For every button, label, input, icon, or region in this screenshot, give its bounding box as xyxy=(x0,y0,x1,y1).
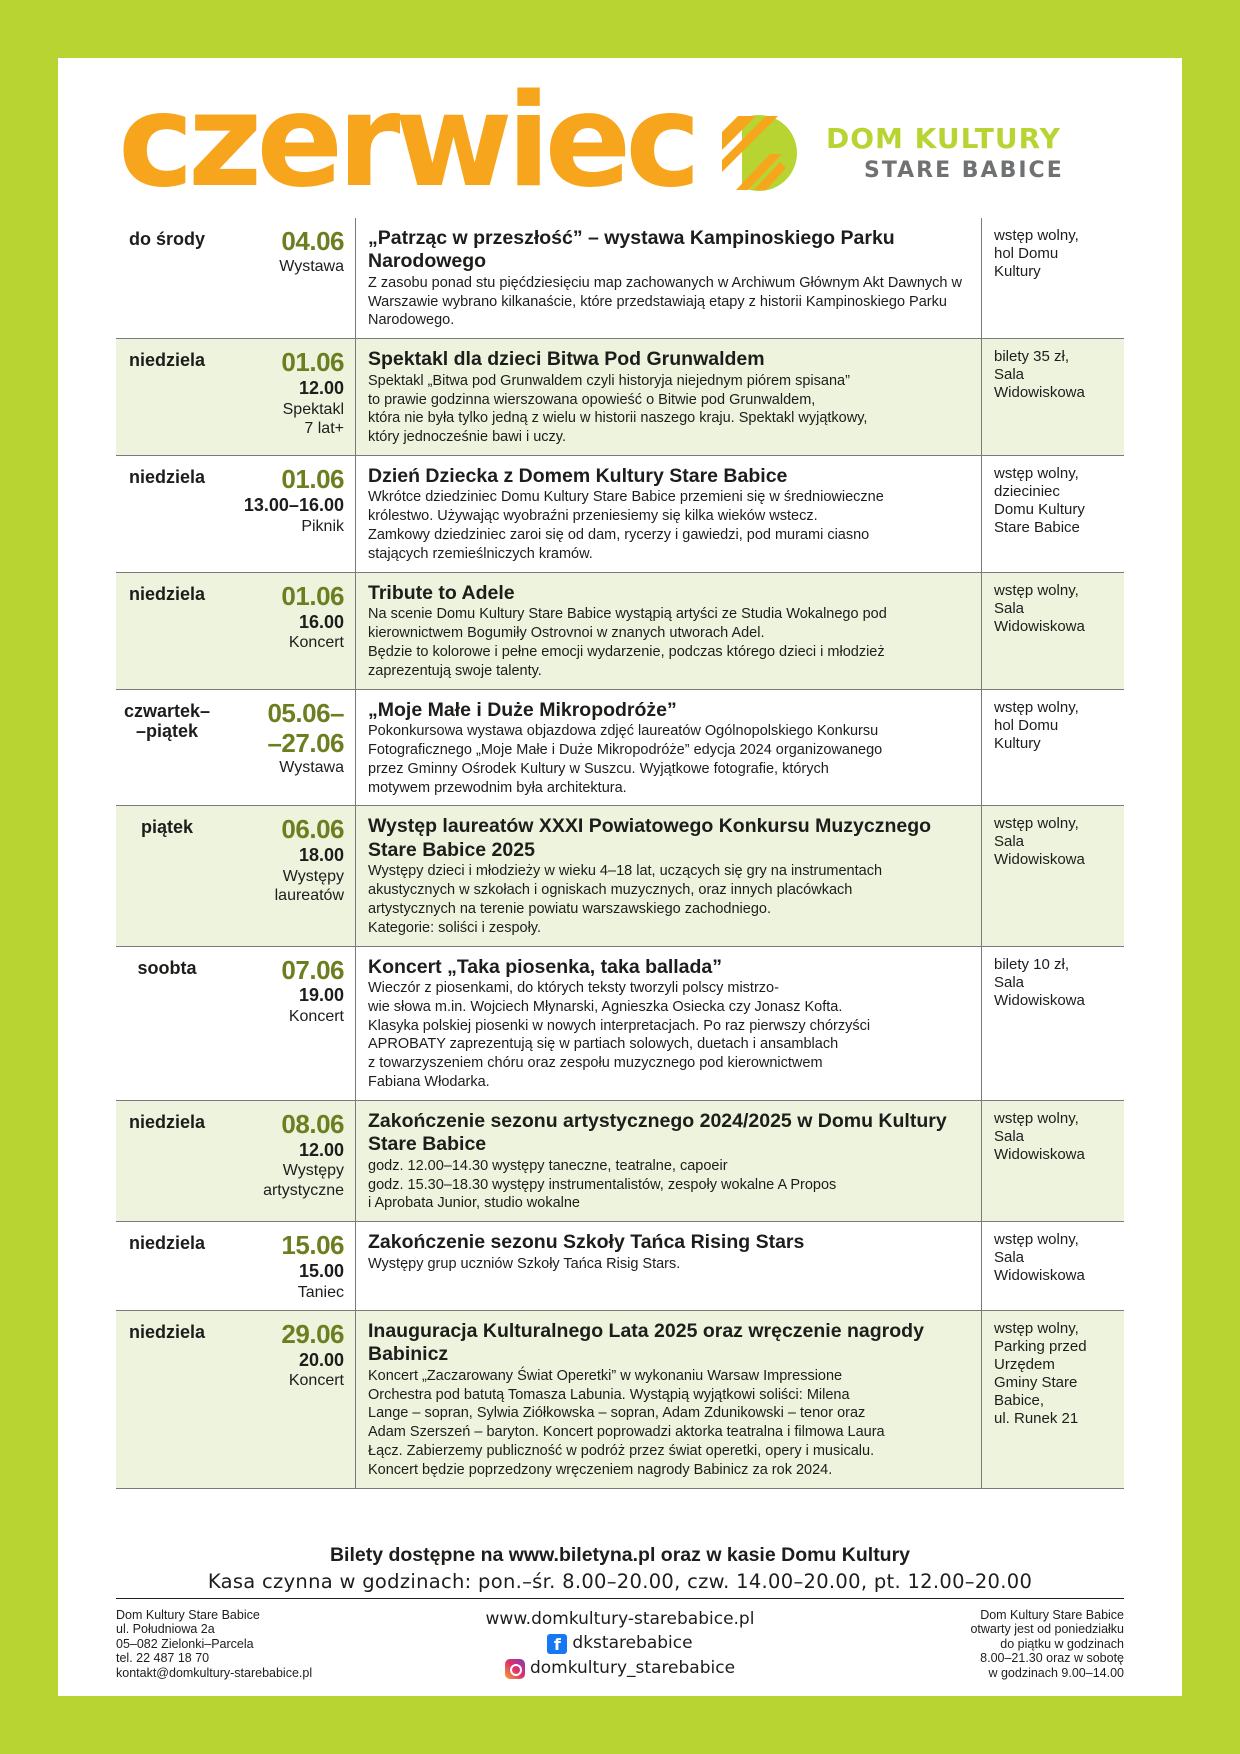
event-description: Z zasobu ponad stu pięćdziesięciu map zachowanych w Archiwum Głównym Akt Dawnych w Warszawie wybrano kilkanaście, które przedstawiają etapy z historii Kampinoskiego Parku Narodowego. xyxy=(368,274,962,329)
footer-links xyxy=(370,1608,870,1687)
event-content xyxy=(356,456,982,572)
website-link[interactable]: www.domkultury-starebabice.pl xyxy=(485,1609,755,1629)
event-row xyxy=(116,947,1124,1101)
event-date-cell xyxy=(224,1311,356,1488)
poster-sheet xyxy=(58,58,1182,1696)
event-content xyxy=(356,947,982,1100)
event-kind: Spektakl 7 lat+ xyxy=(282,400,344,437)
event-title: „Moje Małe i Duże Mikropodróże” xyxy=(368,698,677,721)
event-date: 06.06 xyxy=(281,814,344,845)
event-row xyxy=(116,1101,1124,1222)
event-kind: Piknik xyxy=(301,517,344,535)
event-description: Koncert „Zaczarowany Świat Operetki” w wykonaniu Warsaw Impressione Orchestra pod batutą Tomasza Labunia. Wystąpią wyjątkowi soliści: Milena Lange – sopran, Sylwia Ziółkowska – sopran, Adam Zdunikowski – tenor oraz Adam Szerszeń – baryton. Koncert poprowadzi aktorka teatralna i filmowa Laura Łącz. Zabierzemy publiczność w podróż przez świat operetki, opery i musicalu. Koncert będzie poprzedzony wręczeniem nagrody Babinicz za rok 2024. xyxy=(368,1367,885,1478)
event-title: Występ laureatów XXXI Powiatowego Konkursu Muzycznego Stare Babice 2025 xyxy=(368,815,932,861)
footer-address-line: 05–082 Zielonki–Parcela xyxy=(116,1636,254,1651)
event-date: 08.06 xyxy=(281,1108,344,1139)
event-kind: Koncert xyxy=(288,1008,344,1026)
event-kind: Taniec xyxy=(297,1283,344,1301)
facebook-handle: dkstarebabice xyxy=(572,1632,693,1653)
event-title: Dzień Dziecka z Domem Kultury Stare Babice xyxy=(368,465,788,488)
box-office-hours: Kasa czynna w godzinach: pon.–śr. 8.00–20.00, czw. 14.00–20.00, pt. 12.00–20.00 xyxy=(207,1570,1033,1593)
event-day: niedziela xyxy=(128,1321,206,1342)
instagram-link[interactable] xyxy=(505,1657,735,1681)
event-title: „Patrząc w przeszłość” – wystawa Kampinoskiego Parku Narodowego xyxy=(368,227,895,273)
event-row xyxy=(116,1222,1124,1311)
event-row xyxy=(116,339,1124,456)
facebook-link[interactable] xyxy=(547,1632,692,1656)
event-kind: Koncert xyxy=(288,634,344,652)
event-time: 13.00–16.00 xyxy=(243,494,344,515)
footer-address-line: ul. Południowa 2a xyxy=(116,1622,215,1637)
event-kind: Koncert xyxy=(288,1372,344,1390)
event-date: 15.06 xyxy=(281,1230,344,1261)
instagram-handle: domkultury_starebabice xyxy=(529,1658,736,1679)
event-description: Pokonkursowa wystawa objazdowa zdjęć laureatów Ogólnopolskiego Konkursu Fotograficznego „Moje Małe i Duże Mikropodróże” edycja 2024 organizowanego przez Gminny Ośrodek Kultury w Suszcu. Wyjątkowe fotografie, których motywem przewodnim była architektura. xyxy=(368,723,883,796)
month-heading: czerwiec xyxy=(118,67,696,216)
event-description: Spektakl „Bitwa pod Grunwaldem czyli historyja niejednym piórem spisana” to prawie godzinna wierszowana opowieść o Bitwie pod Grunwaldem, która nie była tylko jedną z wielu w historii naszego kraju. Spektakl wyjątkowy, który jednocześnie bawi i uczy. xyxy=(368,372,868,446)
tickets-info: Bilety dostępne na www.biletyna.pl oraz w kasie Domu Kultury xyxy=(329,1544,911,1566)
event-title: Zakończenie sezonu artystycznego 2024/2025 w Domu Kultury Stare Babice xyxy=(368,1109,947,1156)
event-time: 12.00 xyxy=(298,1139,344,1160)
event-info: wstęp wolny, Sala Widowiskowa xyxy=(994,815,1085,869)
event-time: 12.00 xyxy=(298,378,344,399)
event-description: Występy grup uczniów Szkoły Tańca Risig Stars. xyxy=(368,1255,681,1272)
opening-hours-line: do piątku w godzinach xyxy=(1000,1636,1124,1651)
event-description: Występy dzieci i młodzieży w wieku 4–18 lat, uczących się gry na instrumentach akustycznych w szkołach i ogniskach muzycznych, oraz innych placówkach artystycznych na terenie powiatu warszawskiego zachodniego. Kategorie: soliści i zespoły. xyxy=(368,863,883,936)
event-date: 05.06– –27.06 xyxy=(267,697,344,758)
event-date-cell xyxy=(224,456,356,572)
event-info: wstęp wolny, Sala Widowiskowa xyxy=(994,1109,1085,1163)
event-date: 01.06 xyxy=(281,347,344,378)
event-description: Na scenie Domu Kultury Stare Babice wystąpią artyści ze Studia Wokalnego pod kierownictwem Bogumiły Ostrovnoi w znanych utworach Adel. Będzie to kolorowe i pełne emocji wydarzenie, podczas którego dzieci i młodzież zaprezentują swoje talenty. xyxy=(368,606,887,679)
events-table xyxy=(116,218,1124,1489)
event-info: wstęp wolny, dzieciniec Domu Kultury Stare Babice xyxy=(994,465,1085,537)
event-info: wstęp wolny, Parking przed Urzędem Gminy Stare Babice, ul. Runek 21 xyxy=(994,1319,1087,1427)
event-time: 18.00 xyxy=(298,845,344,866)
event-day: niedziela xyxy=(128,1111,206,1132)
facebook-icon: f xyxy=(547,1634,567,1654)
dom-kultury-logo-icon xyxy=(720,114,798,192)
event-date-cell xyxy=(224,690,356,806)
event-info: bilety 10 zł, Sala Widowiskowa xyxy=(994,955,1085,1009)
event-date: 04.06 xyxy=(281,226,344,256)
event-kind: Wystawa xyxy=(279,759,344,777)
event-content xyxy=(356,690,982,806)
event-date: 01.06 xyxy=(281,580,344,611)
event-kind: Występy laureatów xyxy=(274,867,344,905)
event-info: bilety 35 zł, Sala Widowiskowa xyxy=(994,348,1085,402)
event-title: Koncert „Taka piosenka, taka ballada” xyxy=(368,955,723,978)
footer-email[interactable]: kontakt@domkultury-starebabice.pl xyxy=(116,1665,313,1680)
event-row xyxy=(116,456,1124,573)
event-content xyxy=(356,1222,982,1310)
event-content xyxy=(356,1311,982,1488)
event-info: wstęp wolny, Sala Widowiskowa xyxy=(994,581,1085,635)
event-row xyxy=(116,218,1124,339)
event-date-cell xyxy=(224,806,356,945)
event-date-cell xyxy=(224,947,356,1100)
event-day: czwartek– –piątek xyxy=(123,700,211,742)
event-day: niedziela xyxy=(128,583,206,604)
event-content xyxy=(356,806,982,945)
footer-divider xyxy=(116,1598,1124,1599)
event-title: Tribute to Adele xyxy=(368,581,515,604)
opening-hours-line: otwarty jest od poniedziałku xyxy=(970,1622,1124,1637)
opening-hours-line: Dom Kultury Stare Babice xyxy=(980,1608,1124,1622)
event-date-cell xyxy=(224,1101,356,1221)
event-date-cell xyxy=(224,339,356,455)
logo-text-stare-babice: STARE BABICE xyxy=(864,158,1064,183)
event-info: wstęp wolny, Sala Widowiskowa xyxy=(994,1231,1085,1285)
event-content xyxy=(356,339,982,455)
event-day: piątek xyxy=(140,817,194,838)
event-title: Spektakl dla dzieci Bitwa Pod Grunwaldem xyxy=(368,348,765,371)
event-content xyxy=(356,1101,982,1221)
event-row xyxy=(116,1311,1124,1489)
event-date: 29.06 xyxy=(281,1318,344,1349)
event-day: soobta xyxy=(137,957,197,978)
event-description: Wieczór z piosenkami, do których teksty tworzyli polscy mistrzo- wie słowa m.in. Wojciech Młynarski, Agnieszka Osiecka czy Jonasz Kofta. Klasyka polskiej piosenki w nowych interpretacjach. Po raz pierwszy chórzyści APROBATY zaprezentują się w partiach solowych, duetach i ansamblach z towarzyszeniem chóru oraz zespołu muzycznego pod kierownictwem Fabiana Włodarka. xyxy=(368,979,871,1091)
event-day: niedziela xyxy=(128,467,206,488)
event-description: Wkrótce dziedziniec Domu Kultury Stare Babice przemieni się w średniowieczne królestwo. Używając wyobraźni przeniesiemy się kilka wieków wstecz. Zamkowy dziedziniec zaroi się od dam, rycerzy i gawiedzi, pod murami ciasno stających rzemieślniczych kramów. xyxy=(368,489,884,562)
event-date: 01.06 xyxy=(281,464,344,495)
instagram-icon xyxy=(505,1659,525,1679)
event-row xyxy=(116,806,1124,946)
opening-hours-line: w godzinach 9.00–14.00 xyxy=(988,1665,1124,1680)
event-description: godz. 12.00–14.30 występy taneczne, teatralne, capoeir godz. 15.30–18.30 występy instrumentalistów, zespoły wokalne A Propos i Aprobata Junior, studio wokalne xyxy=(368,1157,837,1212)
event-day: niedziela xyxy=(128,1233,206,1254)
event-kind: Występy artystyczne xyxy=(263,1162,344,1199)
event-title: Inauguracja Kulturalnego Lata 2025 oraz wręczenie nagrody Babinicz xyxy=(368,1319,924,1366)
footer-opening-hours xyxy=(970,1608,1124,1680)
event-date-cell xyxy=(224,1222,356,1310)
logo-text-dom-kultury: DOM KULTURY xyxy=(826,122,1061,155)
event-info: wstęp wolny, hol Domu Kultury xyxy=(994,698,1079,752)
opening-hours-line: 8.00–21.30 oraz w sobotę xyxy=(980,1651,1124,1666)
event-info: wstęp wolny, hol Domu Kultury xyxy=(994,227,1079,280)
footer-address-line: Dom Kultury Stare Babice xyxy=(116,1608,260,1622)
event-content xyxy=(356,218,982,338)
footer-phone: tel. 22 487 18 70 xyxy=(116,1651,210,1666)
event-title: Zakończenie sezonu Szkoły Tańca Rising Stars xyxy=(368,1231,805,1254)
event-kind: Wystawa xyxy=(279,257,344,275)
event-time: 19.00 xyxy=(298,985,344,1006)
footer-address xyxy=(116,1608,312,1680)
event-time: 20.00 xyxy=(298,1349,344,1370)
event-row xyxy=(116,690,1124,807)
event-date: 07.06 xyxy=(281,954,344,985)
event-date-cell xyxy=(224,573,356,689)
event-content xyxy=(356,573,982,689)
event-time: 15.00 xyxy=(298,1261,344,1282)
event-row xyxy=(116,573,1124,690)
event-time: 16.00 xyxy=(298,611,344,632)
event-day: niedziela xyxy=(128,350,206,371)
event-day: do środy xyxy=(128,229,205,249)
event-date-cell xyxy=(224,218,356,338)
